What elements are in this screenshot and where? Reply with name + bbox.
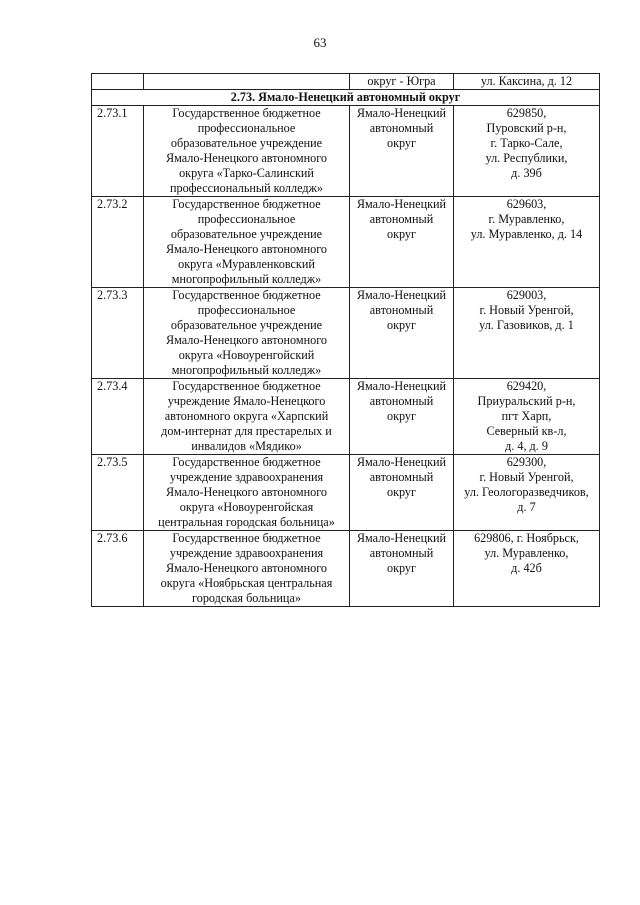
page-number: 63 <box>313 35 327 50</box>
region-name-line: автономный <box>369 121 434 135</box>
table-body <box>92 74 600 607</box>
region-name-line: округ <box>386 318 417 332</box>
institution-name-line: Государственное бюджетное <box>172 197 321 211</box>
institution-name-line: образовательное учреждение <box>170 227 323 241</box>
institution-name <box>144 106 350 197</box>
table-row <box>92 379 600 455</box>
region-name-line: Ямало-Ненецкий <box>356 379 447 393</box>
row-number: 2.73.3 <box>92 288 144 379</box>
institution-name-line: Государственное бюджетное <box>172 531 321 545</box>
region-name-line: автономный <box>369 394 434 408</box>
institution-name-line: автономного округа «Харпский <box>164 409 329 423</box>
institution-name-line: Государственное бюджетное <box>172 288 321 302</box>
institution-name-line: городская больница» <box>192 591 301 605</box>
institution-name-line: центральная городская больница» <box>158 515 335 529</box>
institution-name-line: округа «Тарко-Салинский <box>179 166 314 180</box>
postal-address <box>454 531 600 607</box>
postal-address <box>454 106 600 197</box>
postal-address-line: 629603, <box>506 197 547 211</box>
row-number: 2.73.4 <box>92 379 144 455</box>
postal-address-line: ул. Муравленко, <box>484 546 569 560</box>
institution-name-line: Государственное бюджетное <box>172 455 321 469</box>
postal-address-line: 629850, <box>506 106 547 120</box>
region-name-line: Ямало-Ненецкий <box>356 531 447 545</box>
continuation-num <box>92 74 144 90</box>
region-name-line: округ <box>386 136 417 150</box>
institution-name <box>144 288 350 379</box>
institution-name-line: Ямало-Ненецкого автономного <box>165 151 328 165</box>
institution-name-line: профессиональное <box>197 303 296 317</box>
region-name <box>350 197 454 288</box>
institution-name-line: округа «Новоуренгойский <box>178 348 315 362</box>
postal-address-line: ул. Муравленко, д. 14 <box>470 227 583 241</box>
postal-address-line: 629003, <box>506 288 547 302</box>
postal-address-line: д. 7 <box>517 500 536 514</box>
institution-name <box>144 197 350 288</box>
region-name-line: автономный <box>369 546 434 560</box>
postal-address-line: г. Новый Уренгой, <box>479 470 574 484</box>
postal-address <box>454 379 600 455</box>
postal-address-line: г. Новый Уренгой, <box>479 303 574 317</box>
postal-address-line: г. Муравленко, <box>488 212 565 226</box>
institution-name <box>144 455 350 531</box>
institution-name-line: округа «Ноябрьская центральная <box>160 576 333 590</box>
institution-name-line: многопрофильный колледж» <box>171 272 322 286</box>
region-name <box>350 288 454 379</box>
institution-name <box>144 531 350 607</box>
postal-address-line: Пуровский р-н, <box>486 121 567 135</box>
institution-name-line: Государственное бюджетное <box>172 106 321 120</box>
region-name-line: Ямало-Ненецкий <box>356 455 447 469</box>
postal-address-line: 629806, г. Ноябрьск, <box>474 531 579 545</box>
table-row <box>92 106 600 197</box>
institution-name-line: учреждение Ямало-Ненецкого <box>167 394 326 408</box>
institution-name-line: дом-интернат для престарелых и <box>161 424 332 438</box>
postal-address-line: Приуральский р-н, <box>477 394 576 408</box>
institution-name-line: Ямало-Ненецкого автономного <box>165 485 328 499</box>
postal-address-line: ул. Республики, <box>485 151 568 165</box>
continuation-address: ул. Каксина, д. 12 <box>454 74 600 90</box>
region-name-line: Ямало-Ненецкий <box>356 197 447 211</box>
institution-name-line: профессиональное <box>197 121 296 135</box>
region-name-line: автономный <box>369 470 434 484</box>
institution-name <box>144 379 350 455</box>
institution-name-line: учреждение здравоохранения <box>169 470 324 484</box>
section-title: 2.73. Ямало-Ненецкий автономный округ <box>92 90 600 106</box>
institution-name-line: Ямало-Ненецкого автономного <box>165 242 328 256</box>
institution-name-line: учреждение здравоохранения <box>169 546 324 560</box>
region-name <box>350 455 454 531</box>
continuation-row <box>92 74 600 90</box>
region-name <box>350 531 454 607</box>
postal-address-line: д. 42б <box>511 561 542 575</box>
region-name <box>350 106 454 197</box>
institution-name-line: образовательное учреждение <box>170 318 323 332</box>
institution-name-line: округа «Муравленковский <box>178 257 315 271</box>
continuation-region: округ - Югра <box>350 74 454 90</box>
continuation-name <box>144 74 350 90</box>
postal-address-line: Северный кв-л, <box>486 424 567 438</box>
postal-address-line: ул. Геологоразведчиков, <box>464 485 589 499</box>
institution-name-line: профессиональное <box>197 212 296 226</box>
postal-address-line: г. Тарко-Сале, <box>490 136 563 150</box>
postal-address-line: 629420, <box>506 379 547 393</box>
institution-name-line: профессиональный колледж» <box>169 181 324 195</box>
postal-address <box>454 288 600 379</box>
row-number: 2.73.1 <box>92 106 144 197</box>
row-number: 2.73.5 <box>92 455 144 531</box>
row-number: 2.73.2 <box>92 197 144 288</box>
region-name-line: Ямало-Ненецкий <box>356 106 447 120</box>
row-number: 2.73.6 <box>92 531 144 607</box>
postal-address <box>454 455 600 531</box>
region-name-line: округ <box>386 227 417 241</box>
institution-name-line: инвалидов «Мядико» <box>191 439 302 453</box>
postal-address-line: ул. Газовиков, д. 1 <box>479 318 574 332</box>
postal-address-line: 629300, <box>506 455 547 469</box>
region-name-line: автономный <box>369 303 434 317</box>
institution-name-line: Ямало-Ненецкого автономного <box>165 561 328 575</box>
region-name-line: Ямало-Ненецкий <box>356 288 447 302</box>
region-name-line: автономный <box>369 212 434 226</box>
postal-address-line: д. 4, д. 9 <box>505 439 548 453</box>
region-name-line: округ <box>386 409 417 423</box>
region-name-line: округ <box>386 485 417 499</box>
institution-name-line: Государственное бюджетное <box>172 379 321 393</box>
postal-address-line: д. 39б <box>511 166 542 180</box>
institution-name-line: округа «Новоуренгойская <box>179 500 314 514</box>
region-name-line: округ <box>386 561 417 575</box>
institutions-table <box>91 73 600 607</box>
institution-name-line: Ямало-Ненецкого автономного <box>165 333 328 347</box>
table-row <box>92 531 600 607</box>
section-header-row <box>92 90 600 106</box>
institution-name-line: многопрофильный колледж» <box>171 363 322 377</box>
table-row <box>92 455 600 531</box>
region-name <box>350 379 454 455</box>
postal-address-line: пгт Харп, <box>501 409 552 423</box>
table-row <box>92 288 600 379</box>
institution-name-line: образовательное учреждение <box>170 136 323 150</box>
table-row <box>92 197 600 288</box>
postal-address <box>454 197 600 288</box>
